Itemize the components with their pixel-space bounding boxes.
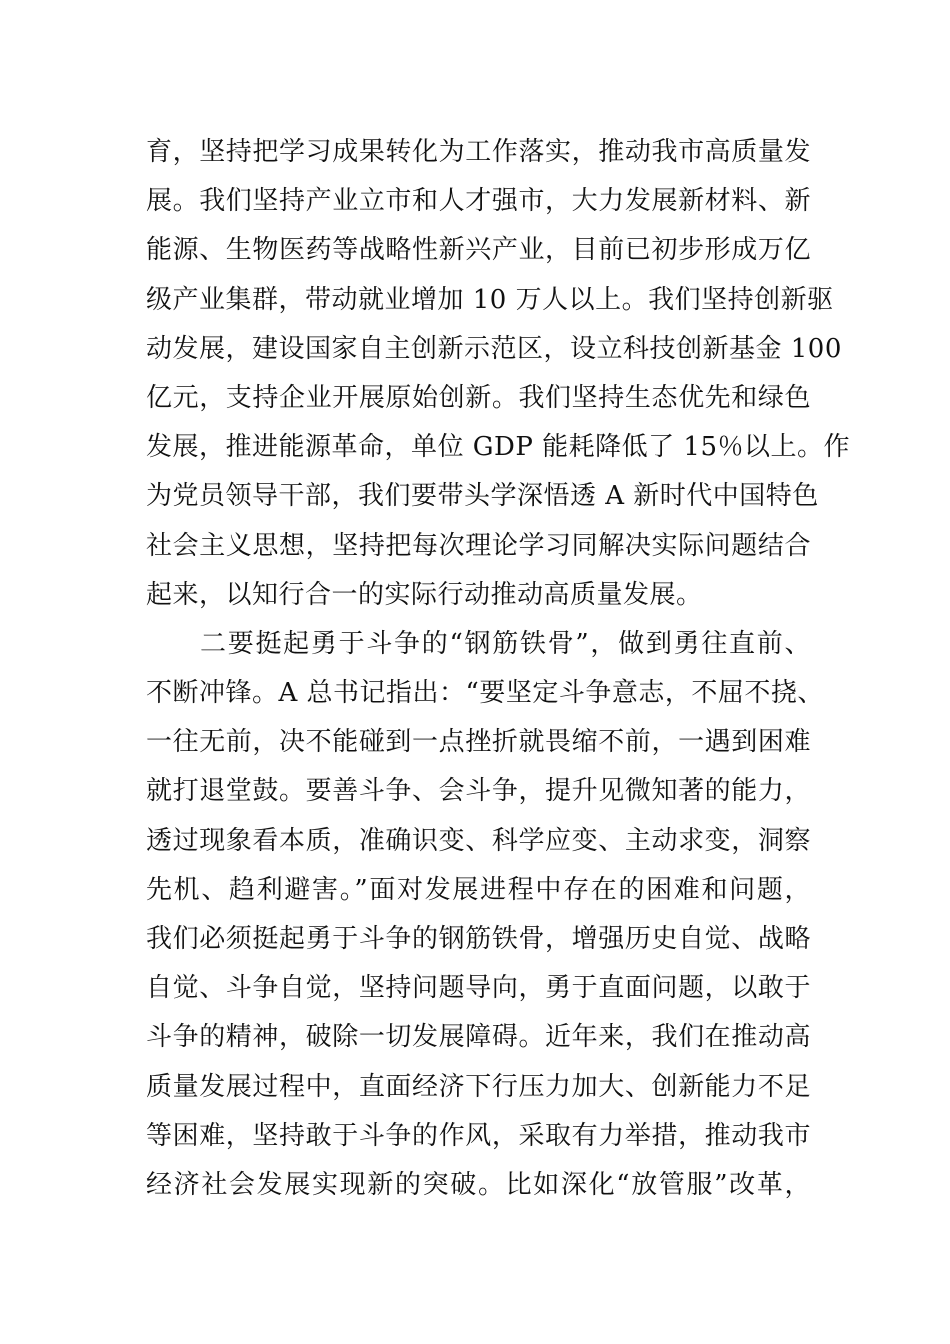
text-line: 斗争的精神，破除一切发展障碍。近年来，我们在推动高 [146,1022,811,1053]
text-line: 一往无前，决不能碰到一点挫折就畏缩不前，一遇到困难 [146,727,811,758]
text-line: 育，坚持把学习成果转化为工作落实，推动我市高质量发 [146,137,811,167]
text-line: 起来，以知行合一的实际行动推动高质量发展。 [146,579,703,610]
text-line: 等困难，坚持敢于斗争的作风，采取有力举措，推动我市 [146,1120,811,1151]
text-line: 发展，推进能源革命，单位 GDP 能耗降低了 15％以上。作 [146,432,850,463]
text-line: 经济社会发展实现新的突破。比如深化“放管服”改革， [146,1169,811,1200]
text-line: 展。我们坚持产业立市和人才强市，大力发展新材料、新 [146,186,811,217]
text-line: 为党员领导干部，我们要带头学深悟透 A 新时代中国特色 [146,481,819,512]
text-line: 亿元，支持企业开展原始创新。我们坚持生态优先和绿色 [146,382,811,413]
text-line: 级产业集群，带动就业增加 10 万人以上。我们坚持创新驱 [146,284,834,315]
paragraph-1 [146,128,850,620]
text-line: 能源、生物医药等战略性新兴产业，目前已初步形成万亿 [146,235,811,266]
text-line: 我们必须挺起勇于斗争的钢筋铁骨，增强历史自觉、战略 [146,924,811,954]
text-line: 动发展，建设国家自主创新示范区，设立科技创新基金 100 [146,333,842,364]
text-line: 就打退堂鼓。要善斗争、会斗争，提升见微知著的能力， [146,776,811,807]
body-text [146,128,850,1210]
text-line: 自觉、斗争自觉，坚持问题导向，勇于直面问题，以敢于 [146,973,811,1004]
paragraph-2 [146,620,824,1210]
text-line: 不断冲锋。A 总书记指出：“要坚定斗争意志，不屈不挠、 [146,678,824,709]
text-line: 透过现象看本质，准确识变、科学应变、主动求变，洞察 [146,825,811,856]
text-line: 二要挺起勇于斗争的“钢筋铁骨”，做到勇往直前、 [200,628,811,659]
text-line: 质量发展过程中，直面经济下行压力加大、创新能力不足 [146,1071,811,1102]
text-line: 先机、趋利避害。”面对发展进程中存在的困难和问题， [146,874,811,905]
text-line: 社会主义思想，坚持把每次理论学习同解决实际问题结合 [146,530,811,561]
